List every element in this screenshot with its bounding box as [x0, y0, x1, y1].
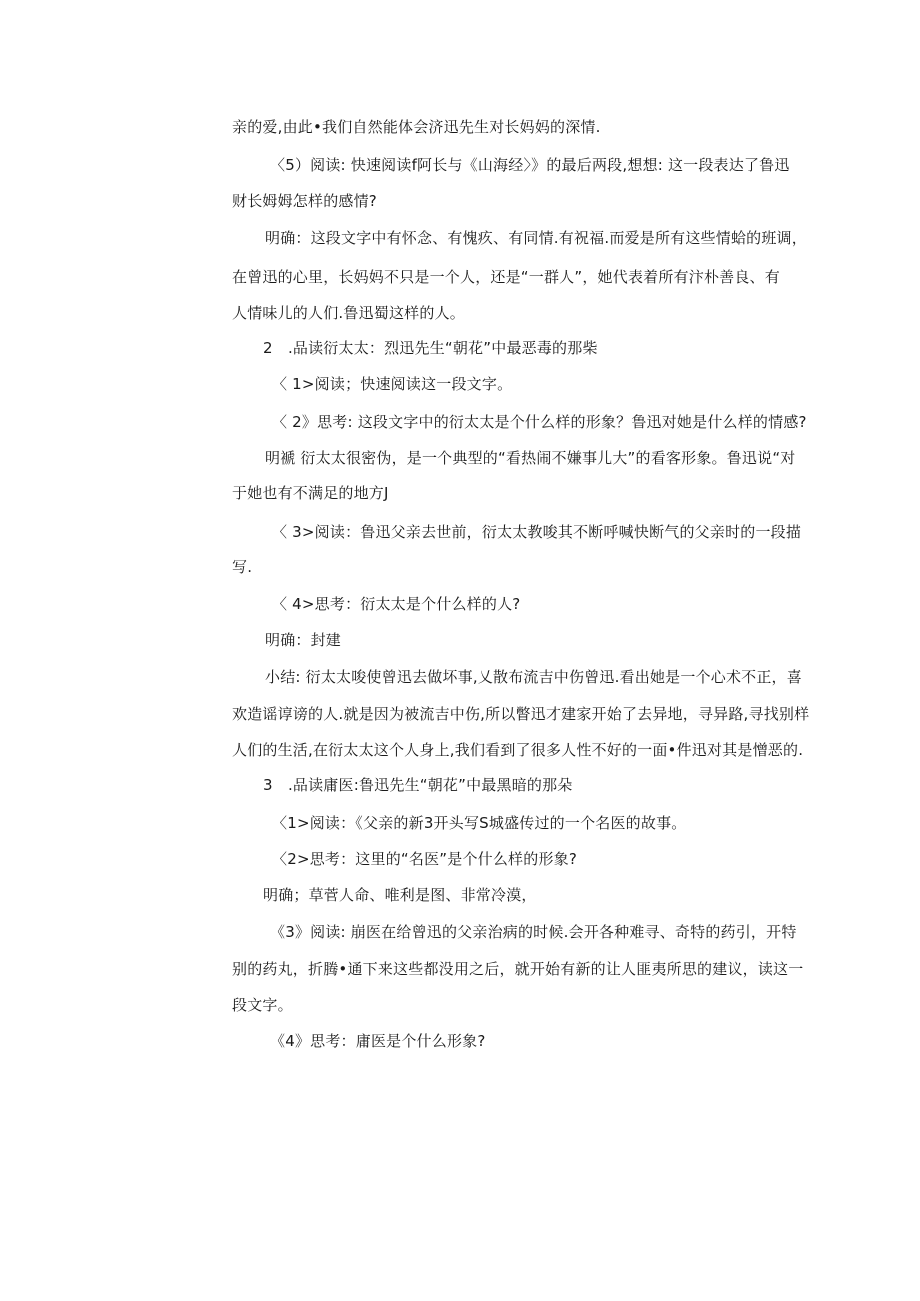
text-line: 人情味儿的人们.鲁迅蜀这样的人。: [232, 304, 465, 322]
text-line: 〈1>阅读：《父亲的新3开头写S城盛传过的一个名医的故事。: [272, 814, 687, 832]
text-line: 段文字。: [232, 996, 293, 1014]
text-line: 〈 1>阅读；快速阅读这一段文字。: [272, 375, 513, 393]
text-line: 明确；草菅人命、唯利是图、非常冷漠，: [263, 886, 537, 904]
text-line: 写.: [232, 558, 253, 576]
text-line: 《4》思考：庸医是个什么形象?: [270, 1032, 486, 1050]
text-line: 〈5）阅读: 快速阅读f阿长与《山海经〉》的最后两段,想想: 这一段表达了鲁迅: [270, 156, 790, 174]
text-line: 〈 2》思考: 这段文字中的衍太太是个什么样的形象？鲁迅对她是什么样的情感?: [272, 413, 807, 431]
text-line: 〈 4>思考：衍太太是个什么样的人?: [272, 595, 521, 613]
text-line: 明确：这段文字中有怀念、有愧疚、有同情.有祝福.而爱是所有这些情蛤的班调，: [265, 229, 807, 247]
section-heading: 2 .品读衍太太：烈迅先生“朝花”中最恶毒的那柴: [263, 339, 598, 357]
text-line: 在曾迅的心里，长妈妈不只是一个人，还是“一群人”，她代表着所有汴朴善良、有: [232, 268, 780, 286]
text-line: 〈 3>阅读：鲁迅父亲去世前，衍太太教唆其不断呼喊快断气的父亲时的一段描: [272, 523, 802, 541]
text-line: 财长姆姆怎样的感情?: [232, 192, 377, 210]
text-line: 〈2>思考：这里的“名医”是个什么样的形象?: [272, 850, 578, 868]
text-line: 小结: 衍太太唆使曾迅去做坏事,乂散布流吉中伤曾迅.看出她是一个心术不正，喜: [265, 668, 802, 686]
text-line: 亲的爱,由此•我们自然能体会济迅先生对长妈妈的深情.: [232, 118, 601, 136]
text-line: 《3》阅读: 崩医在给曾迅的父亲治病的时候.会开各种难寻、奇特的药引，开特: [270, 923, 797, 941]
text-line: 于她也有不满足的地方J: [232, 484, 389, 502]
text-line: 明确：封建: [265, 631, 342, 649]
section-heading: 3 .品读庸医:鲁迅先生“朝花”中最黑暗的那朵: [263, 776, 573, 794]
text-line: 别的药丸，折腾•通下来这些都没用之后，就开始有新的让人匪夷所思的建议，读这一: [232, 960, 804, 978]
text-line: 明褫 衍太太很密伪，是一个典型的“看热闹不嫌事儿大”的看客形象。鲁迅说“对: [265, 449, 796, 467]
text-line: 人们的生活,在衍太太这个人身上,我们看到了很多人性不好的一面•件迅对其是憎恶的.: [232, 741, 804, 759]
text-line: 欢造谣谆谤的人.就是因为被流吉中伤,所以瞥迅才建家开始了去异地，寻异路,寻找别样: [232, 705, 810, 723]
